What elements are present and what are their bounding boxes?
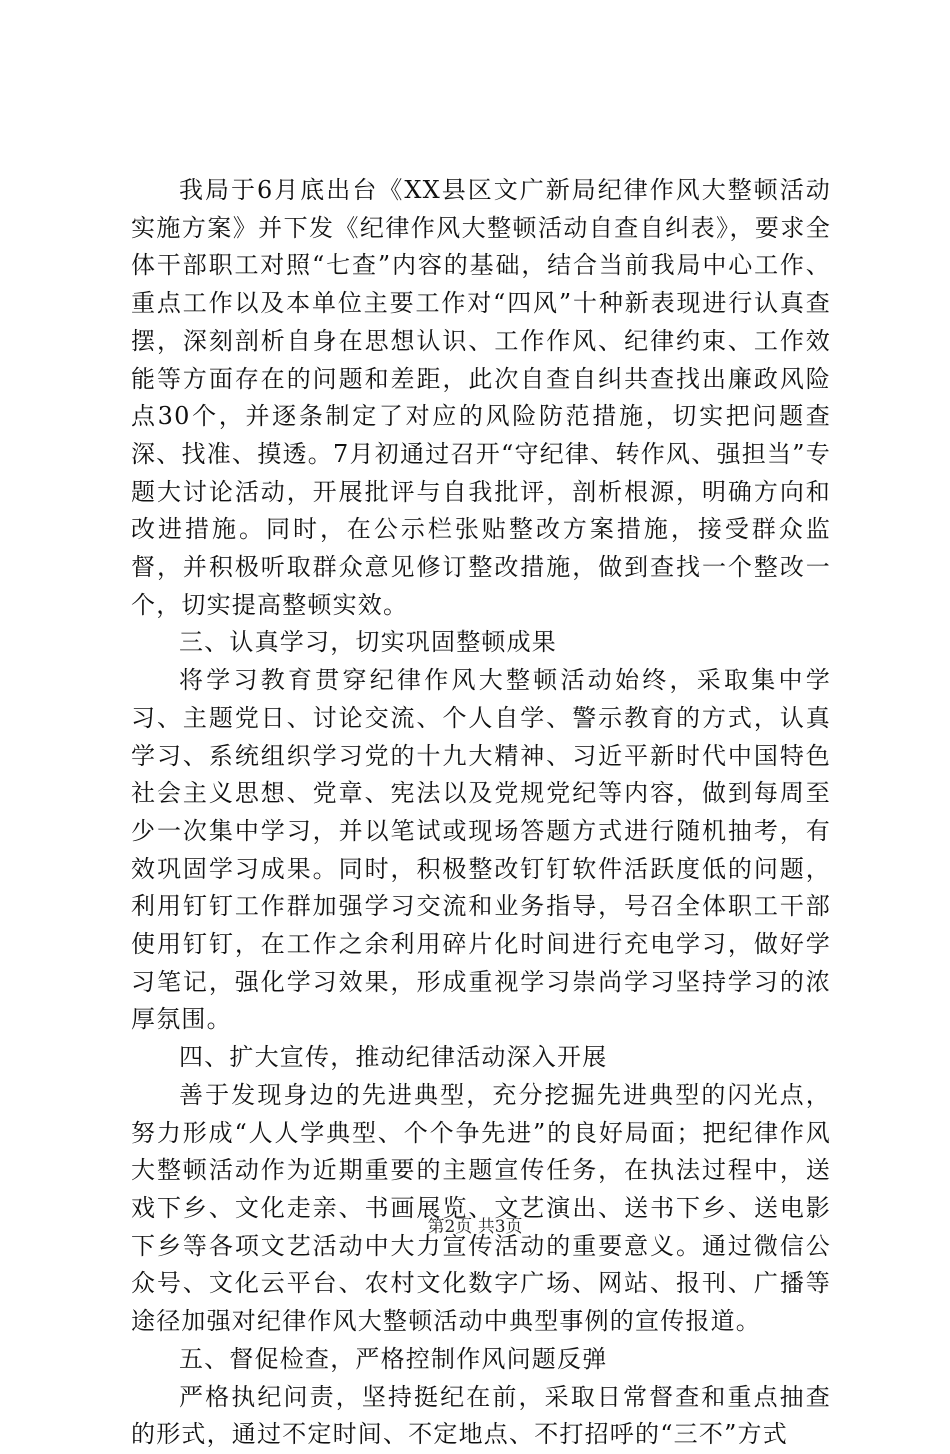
section-heading-4: 四、扩大宣传，推动纪律活动深入开展: [179, 1043, 608, 1072]
paragraph-study: 将学习教育贯穿纪律作风大整顿活动始终，采取集中学习、主题党日、讨论交流、个人自学、警示教育的方式，认真学习、系统组织学习党的十九大精神、习近平新时代中国特色社会主义思想、党章、宪法以及党规党纪等内容，做到每周至少一次集中学习，并以笔试或现场答题方式进行随机抽考，有效巩固学习成果。同时，积极整改钉钉软件活跃度低的问题，利用钉钉工作群加强学习交流和业务指导，号召全体职工干部使用钉钉，在工作之余利用碎片化时间进行充电学习，做好学习笔记，强化学习效果，形成重视学习崇尚学习坚持学习的浓厚氛围。: [131, 666, 831, 1034]
page-footer: 第2页 共3页: [427, 1217, 523, 1237]
paragraph-self-inspection: 我局于6月底出台《XX县区文广新局纪律作风大整顿活动实施方案》并下发《纪律作风大整顿活动自查自纠表》，要求全体干部职工对照“七查”内容的基础，结合当前我局中心工作、重点工作以及本单位主要工作对“四风”十种新表现进行认真查摆，深刻剖析自身在思想认识、工作作风、纪律约束、工作效能等方面存在的问题和差距，此次自查自纠共查找出廉政风险点30个，并逐条制定了对应的风险防范措施，切实把问题查深、找准、摸透。7月初通过召开“守纪律、转作风、强担当”专题大讨论活动，开展批评与自我批评，剖析根源，明确方向和改进措施。同时，在公示栏张贴整改方案措施，接受群众监督，并积极听取群众意见修订整改措施，做到查找一个整改一个，切实提高整顿实效。: [131, 176, 831, 619]
paragraph-publicity: 善于发现身边的先进典型，充分挖掘先进典型的闪光点，努力形成“人人学典型、个个争先进”的良好局面；把纪律作风大整顿活动作为近期重要的主题宣传任务，在执法过程中，送戏下乡、文化走亲、书画展览、文艺演出、送书下乡、送电影下乡等各项文艺活动中大力宣传活动的重要意义。通过微信公众号、文化云平台、农村文化数字广场、网站、报刊、广播等途径加强对纪律作风大整顿活动中典型事例的宣传报道。: [131, 1080, 831, 1336]
paragraph-supervision: 严格执纪问责，坚持挺纪在前，采取日常督查和重点抽查的形式，通过不定时间、不定地点、不打招呼的“三不”方式: [131, 1382, 831, 1449]
section-heading-3: 三、认真学习，切实巩固整顿成果: [179, 628, 557, 657]
section-heading-5: 五、督促检查，严格控制作风问题反弹: [179, 1344, 608, 1373]
document-body: [131, 172, 831, 1454]
